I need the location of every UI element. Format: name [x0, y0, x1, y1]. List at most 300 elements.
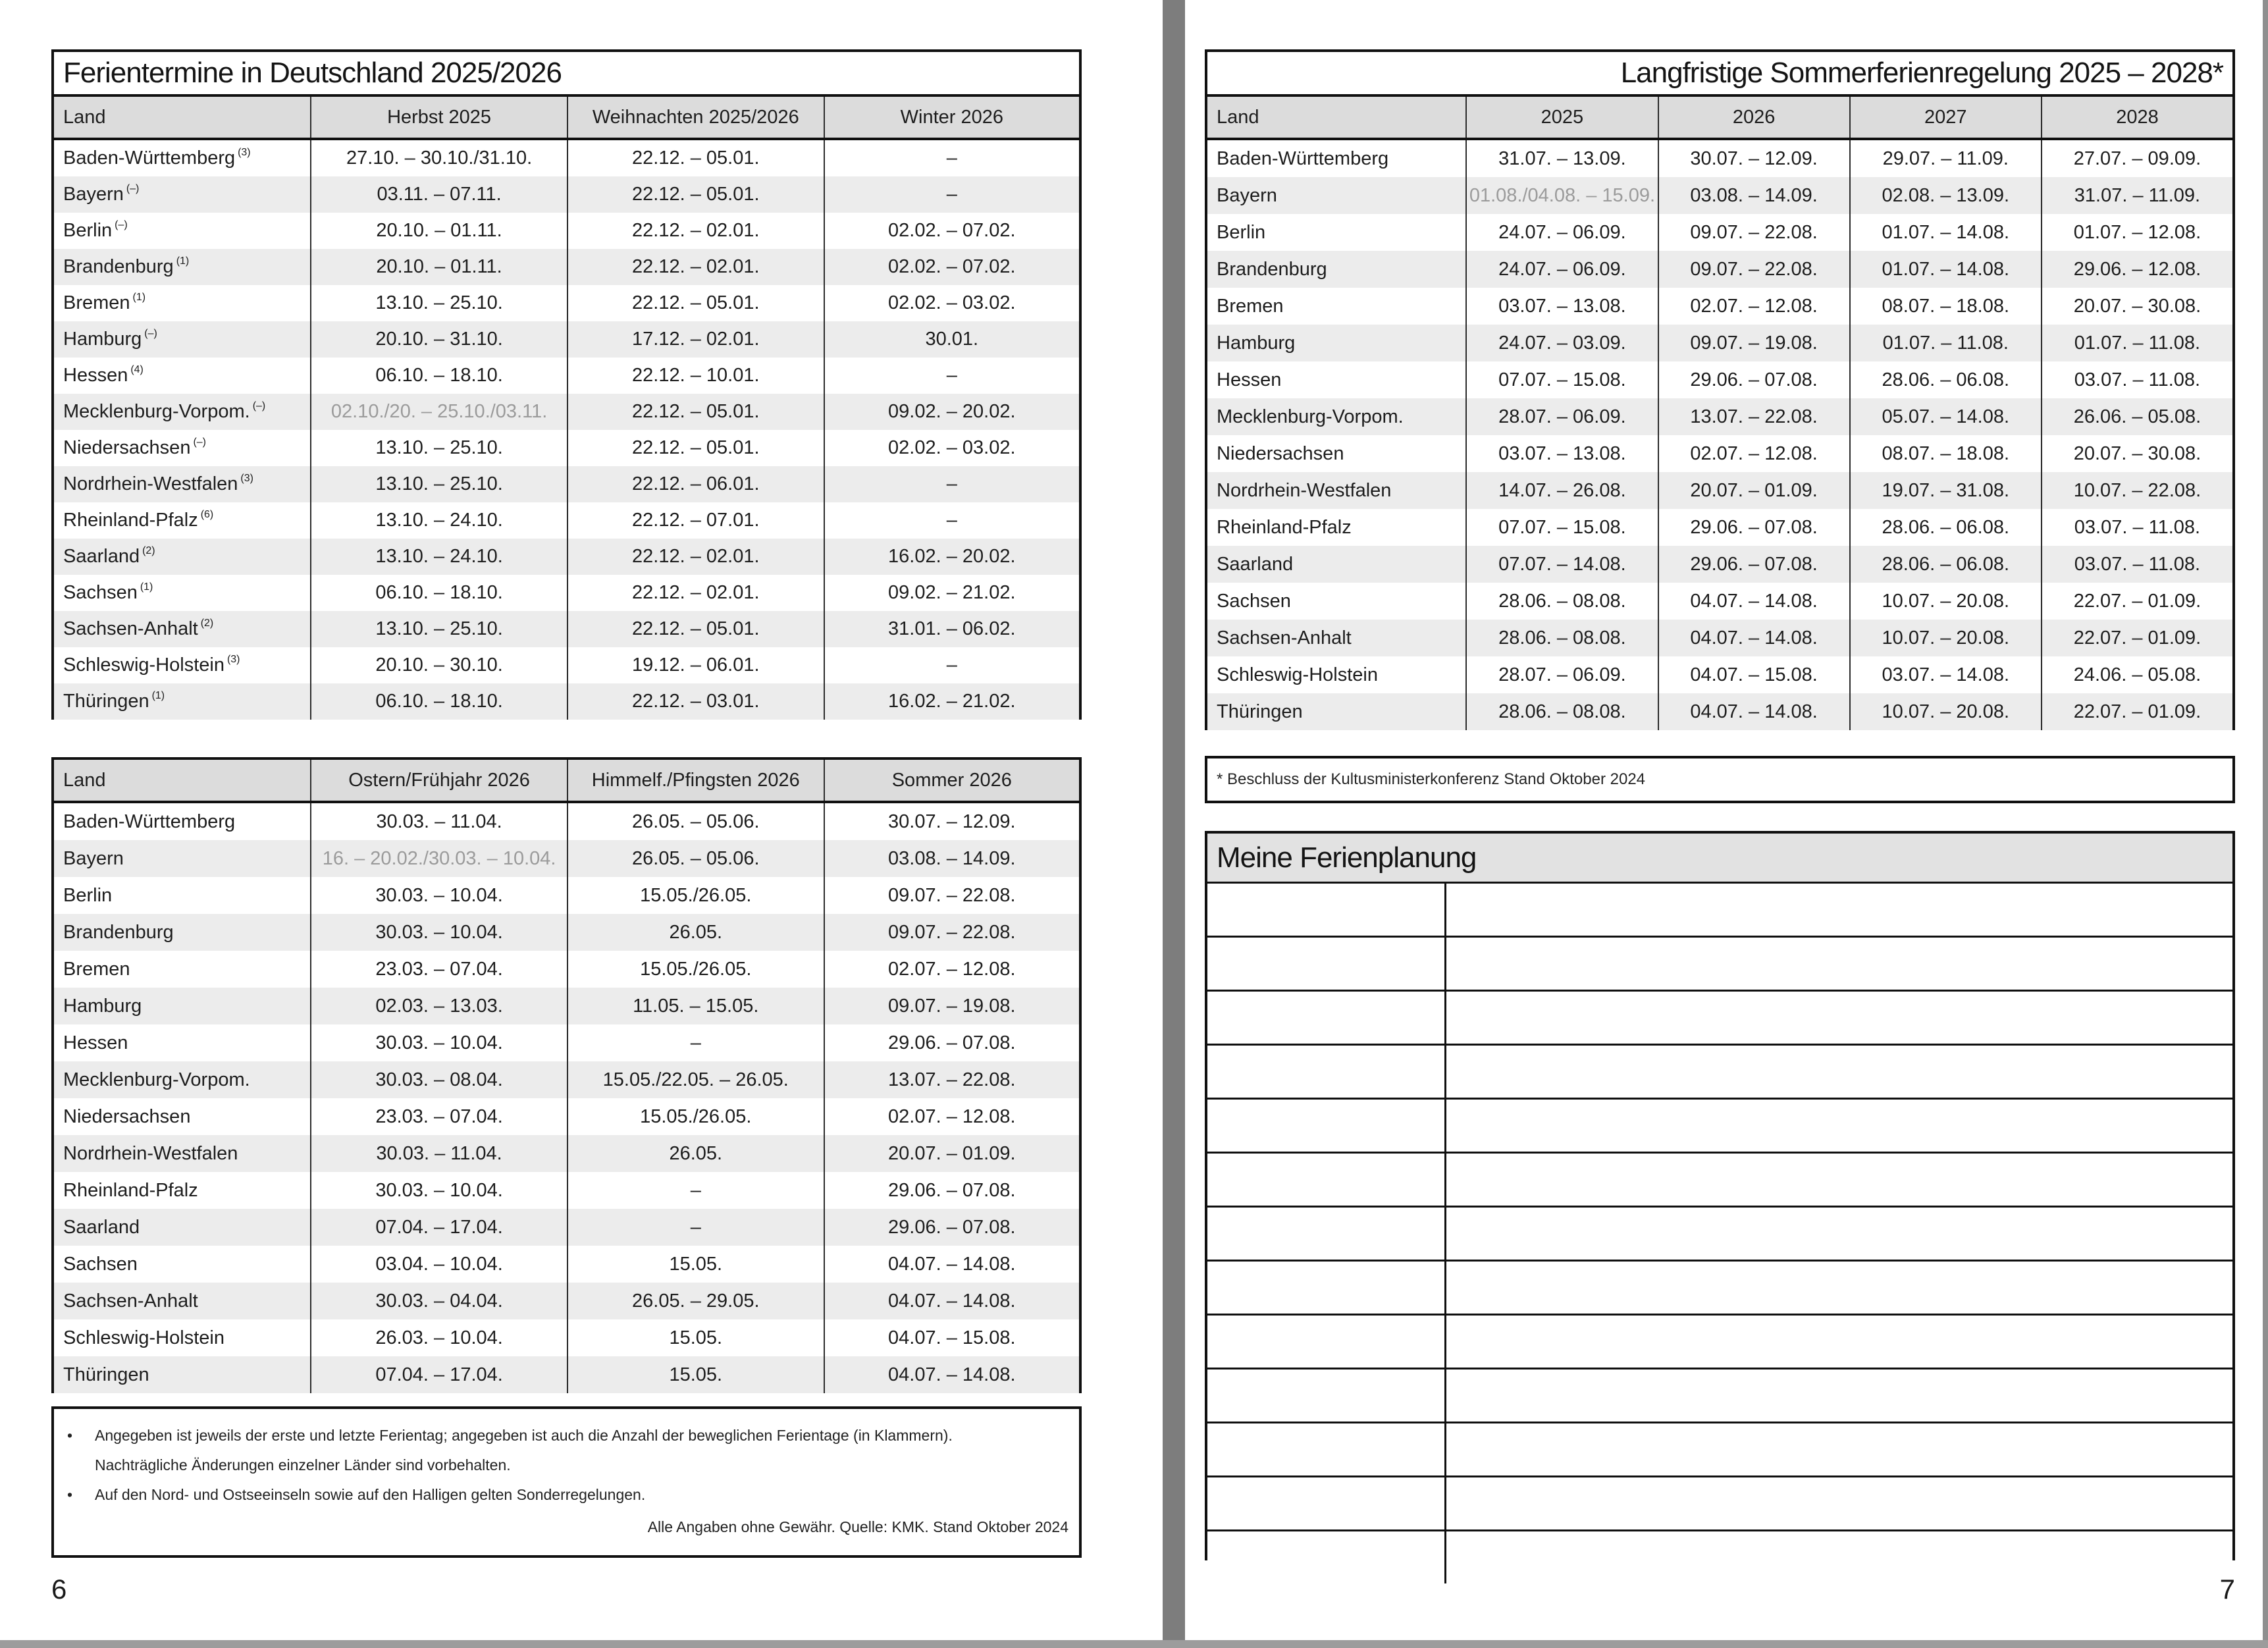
herbst-cell: 06.10. – 18.10. — [310, 358, 567, 394]
planner-row — [1207, 990, 2232, 1044]
sommer-2026-cell: 02.07. – 12.08. — [1658, 288, 1849, 325]
sommer-2027-cell: 28.06. – 06.08. — [1849, 509, 2041, 546]
land-cell: Hessen (4) — [63, 363, 144, 386]
sommer-2026-cell: 29.06. – 07.08. — [1658, 509, 1849, 546]
table-row — [54, 1356, 1079, 1393]
table-row — [1207, 288, 2232, 325]
planner-date-cell — [1207, 938, 1446, 990]
footnote-marker: (–) — [252, 400, 266, 412]
land-cell: Baden-Württemberg — [1217, 147, 1389, 169]
land-cell: Niedersachsen — [1217, 442, 1344, 464]
sommer-2026-cell: 03.08. – 14.09. — [1658, 177, 1849, 214]
ostern-cell: 30.03. – 04.04. — [310, 1283, 567, 1319]
footnote-text: Angegeben ist jeweils der erste und letzte Ferientag; angegeben ist auch die Anzahl der beweglichen Ferientage (in Klammern). — [95, 1427, 953, 1444]
ostern-cell: 23.03. – 07.04. — [310, 1098, 567, 1135]
land-cell: Hessen — [63, 1032, 128, 1053]
header-sommer: Sommer 2026 — [824, 760, 1079, 801]
header-2026: 2026 — [1658, 97, 1849, 138]
sommer-2026-cell: 29.06. – 07.08. — [1658, 361, 1849, 398]
planner-date-cell — [1207, 1369, 1446, 1422]
page-gutter-divider — [1163, 0, 1185, 1648]
winter-cell: 16.02. – 21.02. — [824, 683, 1079, 720]
planner-date-cell — [1207, 1100, 1446, 1152]
sommer-2027-cell: 03.07. – 14.08. — [1849, 656, 2041, 693]
pfingsten-cell: – — [567, 1172, 824, 1209]
weihnachten-cell: 22.12. – 02.01. — [567, 213, 824, 249]
sommer-cell: 09.07. – 22.08. — [824, 877, 1079, 914]
pfingsten-cell: 26.05. – 29.05. — [567, 1283, 824, 1319]
planner-row — [1207, 884, 2232, 936]
left-page-title: Ferientermine in Deutschland 2025/2026 — [51, 49, 1082, 97]
winter-cell: – — [824, 466, 1079, 502]
winter-cell: 02.02. – 07.02. — [824, 213, 1079, 249]
land-cell: Baden-Württemberg — [63, 811, 236, 832]
ferienplanung-table — [1207, 884, 2232, 1583]
land-cell: Thüringen — [63, 1364, 149, 1385]
sommer-2026-cell: 30.07. – 12.09. — [1658, 140, 1849, 177]
footnote-marker: (6) — [200, 508, 214, 520]
sommer-2027-cell: 05.07. – 14.08. — [1849, 398, 2041, 435]
sommer-cell: 29.06. – 07.08. — [824, 1024, 1079, 1061]
weihnachten-cell: 22.12. – 05.01. — [567, 611, 824, 647]
sommer-2027-cell: 08.07. – 18.08. — [1849, 288, 2041, 325]
sommer-cell: 29.06. – 07.08. — [824, 1172, 1079, 1209]
planner-date-cell — [1207, 992, 1446, 1044]
winter-cell: 09.02. – 20.02. — [824, 394, 1079, 430]
planner-row — [1207, 1152, 2232, 1206]
herbst-cell: 06.10. – 18.10. — [310, 683, 567, 720]
ostern-cell: 16. – 20.02./30.03. – 10.04. — [310, 840, 567, 877]
sommer-2026-cell: 04.07. – 15.08. — [1658, 656, 1849, 693]
sommer-cell: 09.07. – 19.08. — [824, 988, 1079, 1024]
table-row — [54, 249, 1079, 285]
footnote-item — [67, 1485, 1072, 1504]
sommer-cell: 09.07. – 22.08. — [824, 914, 1079, 951]
planner-date-cell — [1207, 1208, 1446, 1260]
weihnachten-cell: 22.12. – 02.01. — [567, 539, 824, 575]
sommer-2025-cell: 14.07. – 26.08. — [1465, 472, 1657, 509]
table-row — [1207, 472, 2232, 509]
table-row — [1207, 251, 2232, 288]
source-note: Alle Angaben ohne Gewähr. Quelle: KMK. Stand Oktober 2024 — [647, 1518, 1068, 1536]
table-row — [54, 840, 1079, 877]
table-row — [1207, 546, 2232, 583]
kmk-footnote-text: * Beschluss der Kultusministerkonferenz Stand Oktober 2024 — [1217, 770, 1646, 788]
sommer-2026-cell: 04.07. – 14.08. — [1658, 620, 1849, 656]
land-cell: Thüringen (1) — [63, 689, 165, 712]
pfingsten-cell: 15.05. — [567, 1319, 824, 1356]
herbst-cell: 13.10. – 25.10. — [310, 430, 567, 466]
land-cell: Hessen — [1217, 369, 1282, 390]
table-row — [54, 951, 1079, 988]
table-row — [1207, 398, 2232, 435]
herbst-cell: 02.10./20. – 25.10./03.11. — [310, 394, 567, 430]
sommer-2025-cell: 28.06. – 08.08. — [1465, 583, 1657, 620]
table-header-row — [54, 97, 1079, 140]
land-cell: Mecklenburg-Vorpom. (–) — [63, 400, 266, 422]
sommer-2028-cell: 22.07. – 01.09. — [2041, 620, 2232, 656]
land-cell: Mecklenburg-Vorpom. — [63, 1069, 250, 1090]
planner-note-cell — [1446, 1154, 2232, 1206]
land-cell: Bremen — [63, 958, 130, 980]
land-cell: Sachsen-Anhalt — [1217, 627, 1352, 649]
table-row — [54, 611, 1079, 647]
pfingsten-cell: 15.05./26.05. — [567, 951, 824, 988]
sommer-2027-cell: 02.08. – 13.09. — [1849, 177, 2041, 214]
table-row — [1207, 435, 2232, 472]
planner-date-cell — [1207, 1423, 1446, 1475]
table-row — [54, 502, 1079, 539]
planner-row — [1207, 936, 2232, 990]
winter-cell: – — [824, 502, 1079, 539]
footnote-text: Auf den Nord- und Ostseeinseln sowie auf den Halligen gelten Sonderregelungen. — [95, 1485, 646, 1503]
land-cell: Brandenburg (1) — [63, 255, 190, 277]
sommer-cell: 04.07. – 15.08. — [824, 1319, 1079, 1356]
sommer-2028-cell: 29.06. – 12.08. — [2041, 251, 2232, 288]
sommer-2026-cell: 09.07. – 19.08. — [1658, 325, 1849, 361]
table-row — [54, 1283, 1079, 1319]
kmk-footnote-box — [1205, 756, 2235, 803]
land-cell: Schleswig-Holstein — [63, 1327, 224, 1348]
ostern-cell: 30.03. – 11.04. — [310, 803, 567, 840]
winter-cell: 31.01. – 06.02. — [824, 611, 1079, 647]
planner-note-cell — [1446, 1477, 2232, 1529]
sommer-2025-cell: 07.07. – 15.08. — [1465, 509, 1657, 546]
land-cell: Saarland — [1217, 553, 1294, 575]
land-cell: Bremen (1) — [63, 291, 146, 313]
land-cell: Berlin (–) — [63, 219, 128, 241]
sommer-2025-cell: 07.07. – 14.08. — [1465, 546, 1657, 583]
table-row — [54, 877, 1079, 914]
table-row — [1207, 325, 2232, 361]
winter-cell: – — [824, 647, 1079, 683]
pfingsten-cell: 26.05. – 05.06. — [567, 803, 824, 840]
land-cell: Berlin — [1217, 221, 1266, 243]
bullet-icon: • — [67, 1485, 73, 1503]
page-bottom-strip — [0, 1640, 2268, 1648]
bullet-icon: • — [67, 1427, 73, 1444]
land-cell: Rheinland-Pfalz — [1217, 516, 1352, 538]
sommer-2027-cell: 28.06. – 06.08. — [1849, 546, 2041, 583]
sommer-2027-cell: 29.07. – 11.09. — [1849, 140, 2041, 177]
footnote-marker: (3) — [240, 472, 253, 484]
planner-date-cell — [1207, 1477, 1446, 1529]
header-pfingsten: Himmelf./Pfingsten 2026 — [567, 760, 824, 801]
sommer-cell: 04.07. – 14.08. — [824, 1356, 1079, 1393]
pfingsten-cell: 15.05. — [567, 1246, 824, 1283]
table-header-row — [54, 760, 1079, 803]
weihnachten-cell: 22.12. – 05.01. — [567, 176, 824, 213]
ostern-cell: 30.03. – 10.04. — [310, 914, 567, 951]
table-row — [1207, 140, 2232, 177]
planner-date-cell — [1207, 884, 1446, 936]
pfingsten-cell: 15.05./22.05. – 26.05. — [567, 1061, 824, 1098]
weihnachten-cell: 22.12. – 10.01. — [567, 358, 824, 394]
sommer-2027-cell: 01.07. – 14.08. — [1849, 214, 2041, 251]
sommer-2028-cell: 31.07. – 11.09. — [2041, 177, 2232, 214]
table-row — [1207, 214, 2232, 251]
winter-cell: 02.02. – 07.02. — [824, 249, 1079, 285]
sommer-2028-cell: 22.07. – 01.09. — [2041, 693, 2232, 730]
sommer-2026-cell: 09.07. – 22.08. — [1658, 251, 1849, 288]
sommer-2025-cell: 03.07. – 13.08. — [1465, 288, 1657, 325]
land-cell: Saarland (2) — [63, 545, 155, 567]
herbst-cell: 13.10. – 25.10. — [310, 285, 567, 321]
weihnachten-cell: 22.12. – 02.01. — [567, 249, 824, 285]
table-row — [54, 575, 1079, 611]
land-cell: Schleswig-Holstein (3) — [63, 653, 240, 676]
land-cell: Rheinland-Pfalz (6) — [63, 508, 214, 531]
sommer-2027-cell: 01.07. – 11.08. — [1849, 325, 2041, 361]
sommer-cell: 30.07. – 12.09. — [824, 803, 1079, 840]
sommer-2025-cell: 28.06. – 08.08. — [1465, 693, 1657, 730]
land-cell: Brandenburg — [1217, 258, 1327, 280]
table-row — [54, 1246, 1079, 1283]
ostern-cell: 30.03. – 11.04. — [310, 1135, 567, 1172]
footnote-marker: (1) — [132, 291, 146, 303]
herbst-cell: 20.10. – 01.11. — [310, 249, 567, 285]
table-row — [1207, 656, 2232, 693]
herbst-cell: 13.10. – 24.10. — [310, 539, 567, 575]
winter-cell: – — [824, 358, 1079, 394]
land-cell: Sachsen-Anhalt (2) — [63, 617, 214, 639]
land-cell: Niedersachsen (–) — [63, 436, 206, 458]
footnote-marker: (–) — [115, 219, 128, 230]
ostern-cell: 30.03. – 10.04. — [310, 1172, 567, 1209]
table-row — [54, 321, 1079, 358]
pfingsten-cell: 15.05./26.05. — [567, 1098, 824, 1135]
sommer-2025-cell: 24.07. – 06.09. — [1465, 214, 1657, 251]
land-cell: Hamburg (–) — [63, 327, 157, 350]
winter-cell: 02.02. – 03.02. — [824, 430, 1079, 466]
footnote-marker: (2) — [142, 545, 155, 556]
land-cell: Thüringen — [1217, 701, 1303, 722]
land-cell: Hamburg — [63, 995, 142, 1017]
ferienplanung-title: Meine Ferienplanung — [1207, 834, 2232, 884]
page-edge-strip — [2263, 0, 2268, 1640]
footnote-marker: (–) — [144, 327, 157, 339]
header-ostern: Ostern/Frühjahr 2026 — [310, 760, 567, 801]
footnote-marker: (4) — [130, 363, 144, 375]
weihnachten-cell: 22.12. – 05.01. — [567, 140, 824, 176]
winter-cell: 09.02. – 21.02. — [824, 575, 1079, 611]
winter-cell: – — [824, 176, 1079, 213]
herbst-cell: 20.10. – 30.10. — [310, 647, 567, 683]
table-header-row — [1207, 97, 2232, 140]
winter-cell: – — [824, 140, 1079, 176]
sommer-2025-cell: 28.07. – 06.09. — [1465, 398, 1657, 435]
sommer-2026-cell: 02.07. – 12.08. — [1658, 435, 1849, 472]
herbst-cell: 13.10. – 24.10. — [310, 502, 567, 539]
table-row — [54, 285, 1079, 321]
sommer-2028-cell: 01.07. – 11.08. — [2041, 325, 2232, 361]
land-cell: Rheinland-Pfalz — [63, 1179, 198, 1201]
land-cell: Nordrhein-Westfalen — [1217, 479, 1392, 501]
pfingsten-cell: – — [567, 1024, 824, 1061]
table-row — [54, 539, 1079, 575]
table-row — [54, 358, 1079, 394]
table-row — [1207, 620, 2232, 656]
land-cell: Bayern — [63, 847, 124, 869]
sommer-2027-cell: 10.07. – 20.08. — [1849, 693, 2041, 730]
table-row — [54, 140, 1079, 176]
ostern-cell: 30.03. – 08.04. — [310, 1061, 567, 1098]
table-row — [54, 988, 1079, 1024]
ferienplanung-section — [1205, 831, 2235, 1560]
table-row — [54, 213, 1079, 249]
herbst-cell: 13.10. – 25.10. — [310, 611, 567, 647]
pfingsten-cell: 26.05. — [567, 914, 824, 951]
herbst-cell: 20.10. – 31.10. — [310, 321, 567, 358]
sommer-cell: 04.07. – 14.08. — [824, 1246, 1079, 1283]
sommer-2026-cell: 29.06. – 07.08. — [1658, 546, 1849, 583]
sommer-2027-cell: 08.07. – 18.08. — [1849, 435, 2041, 472]
sommer-2028-cell: 01.07. – 12.08. — [2041, 214, 2232, 251]
table-row — [54, 1024, 1079, 1061]
land-cell: Mecklenburg-Vorpom. — [1217, 406, 1404, 427]
sommer-2026-cell: 13.07. – 22.08. — [1658, 398, 1849, 435]
sommer-2028-cell: 03.07. – 11.08. — [2041, 509, 2232, 546]
header-land: Land — [63, 769, 106, 791]
land-cell: Saarland — [63, 1216, 140, 1238]
sommer-2025-cell: 24.07. – 06.09. — [1465, 251, 1657, 288]
land-cell: Niedersachsen — [63, 1105, 191, 1127]
header-winter: Winter 2026 — [824, 97, 1079, 138]
header-herbst: Herbst 2025 — [310, 97, 567, 138]
weihnachten-cell: 22.12. – 05.01. — [567, 285, 824, 321]
land-cell: Bremen — [1217, 295, 1284, 317]
sommer-cell: 02.07. – 12.08. — [824, 1098, 1079, 1135]
sommer-2027-cell: 28.06. – 06.08. — [1849, 361, 2041, 398]
land-cell: Sachsen — [63, 1253, 138, 1275]
sommer-2025-cell: 31.07. – 13.09. — [1465, 140, 1657, 177]
sommer-2028-cell: 20.07. – 30.08. — [2041, 288, 2232, 325]
sommer-2028-cell: 24.06. – 05.08. — [2041, 656, 2232, 693]
planner-note-cell — [1446, 992, 2232, 1044]
footnote-marker: (–) — [126, 182, 140, 194]
planner-note-cell — [1446, 1208, 2232, 1260]
winter-cell: 16.02. – 20.02. — [824, 539, 1079, 575]
sommer-cell: 13.07. – 22.08. — [824, 1061, 1079, 1098]
pfingsten-cell: 26.05. – 05.06. — [567, 840, 824, 877]
footnote-marker: (1) — [176, 255, 190, 267]
footnote-item — [67, 1426, 1072, 1445]
planner-row — [1207, 1044, 2232, 1098]
table-row — [1207, 361, 2232, 398]
header-2025: 2025 — [1465, 97, 1657, 138]
herbst-cell: 06.10. – 18.10. — [310, 575, 567, 611]
header-weihnachten: Weihnachten 2025/2026 — [567, 97, 824, 138]
header-land: Land — [1217, 106, 1259, 128]
weihnachten-cell: 22.12. – 05.01. — [567, 394, 824, 430]
table-row — [54, 683, 1079, 720]
land-cell: Hamburg — [1217, 332, 1296, 354]
page-number-right: 7 — [2219, 1574, 2235, 1605]
planner-date-cell — [1207, 1316, 1446, 1368]
winter-cell: 30.01. — [824, 321, 1079, 358]
footnote-marker: (3) — [238, 146, 251, 158]
sommer-2027-cell: 10.07. – 20.08. — [1849, 620, 2041, 656]
table-row — [54, 176, 1079, 213]
land-cell: Sachsen-Anhalt — [63, 1290, 198, 1312]
herbst-cell: 03.11. – 07.11. — [310, 176, 567, 213]
planner-note-cell — [1446, 1369, 2232, 1422]
table-row — [54, 647, 1079, 683]
table-row — [1207, 509, 2232, 546]
planner-note-cell — [1446, 1316, 2232, 1368]
winter-cell: 02.02. – 03.02. — [824, 285, 1079, 321]
footnote-marker: (2) — [200, 617, 214, 629]
sommer-cell: 03.08. – 14.09. — [824, 840, 1079, 877]
table-row — [1207, 693, 2232, 730]
weihnachten-cell: 22.12. – 02.01. — [567, 575, 824, 611]
planner-note-cell — [1446, 1100, 2232, 1152]
table-row — [54, 466, 1079, 502]
sommer-2025-cell: 24.07. – 03.09. — [1465, 325, 1657, 361]
footnote-item-continuation — [67, 1456, 1072, 1475]
page-number-left: 6 — [51, 1574, 67, 1605]
footnote-marker: (1) — [151, 689, 165, 701]
planner-note-cell — [1446, 938, 2232, 990]
footnote-text: Nachträgliche Änderungen einzelner Länder sind vorbehalten. — [95, 1456, 511, 1474]
pfingsten-cell: 26.05. — [567, 1135, 824, 1172]
sommer-2026-cell: 04.07. – 14.08. — [1658, 583, 1849, 620]
sommer-2028-cell: 26.06. – 05.08. — [2041, 398, 2232, 435]
planner-row — [1207, 1422, 2232, 1475]
weihnachten-cell: 22.12. – 03.01. — [567, 683, 824, 720]
sommer-2028-cell: 10.07. – 22.08. — [2041, 472, 2232, 509]
sommer-2028-cell: 03.07. – 11.08. — [2041, 546, 2232, 583]
table-row — [54, 1172, 1079, 1209]
header-land: Land — [63, 106, 106, 128]
planner-date-cell — [1207, 1262, 1446, 1314]
table-row — [54, 1061, 1079, 1098]
sommer-cell: 29.06. – 07.08. — [824, 1209, 1079, 1246]
land-cell: Nordrhein-Westfalen (3) — [63, 472, 253, 494]
sommer-2027-cell: 19.07. – 31.08. — [1849, 472, 2041, 509]
sommer-2025-cell: 28.06. – 08.08. — [1465, 620, 1657, 656]
weihnachten-cell: 22.12. – 07.01. — [567, 502, 824, 539]
table-row — [54, 1319, 1079, 1356]
pfingsten-cell: 15.05./26.05. — [567, 877, 824, 914]
ferientermine-table-ostern-sommer — [51, 757, 1082, 1393]
sommer-2025-cell: 28.07. – 06.09. — [1465, 656, 1657, 693]
right-page-title: Langfristige Sommerferienregelung 2025 – 2028* — [1205, 49, 2235, 97]
sommer-2025-cell: 01.08./04.08. – 15.09. — [1465, 177, 1657, 214]
ostern-cell: 30.03. – 10.04. — [310, 877, 567, 914]
weihnachten-cell: 19.12. – 06.01. — [567, 647, 824, 683]
ostern-cell: 26.03. – 10.04. — [310, 1319, 567, 1356]
land-cell: Nordrhein-Westfalen — [63, 1142, 238, 1164]
weihnachten-cell: 17.12. – 02.01. — [567, 321, 824, 358]
herbst-cell: 27.10. – 30.10./31.10. — [310, 140, 567, 176]
table-row — [54, 914, 1079, 951]
sommer-2027-cell: 10.07. – 20.08. — [1849, 583, 2041, 620]
land-cell: Baden-Württemberg (3) — [63, 146, 251, 169]
planner-row — [1207, 1475, 2232, 1529]
pfingsten-cell: 15.05. — [567, 1356, 824, 1393]
land-cell: Schleswig-Holstein — [1217, 664, 1378, 685]
table-row — [1207, 177, 2232, 214]
sommer-2027-cell: 01.07. – 14.08. — [1849, 251, 2041, 288]
footnote-marker: (–) — [193, 436, 206, 448]
ostern-cell: 07.04. – 17.04. — [310, 1209, 567, 1246]
sommer-2028-cell: 22.07. – 01.09. — [2041, 583, 2232, 620]
sommer-2028-cell: 20.07. – 30.08. — [2041, 435, 2232, 472]
footnote-marker: (3) — [227, 653, 240, 665]
table-row — [54, 1209, 1079, 1246]
planner-row — [1207, 1368, 2232, 1422]
